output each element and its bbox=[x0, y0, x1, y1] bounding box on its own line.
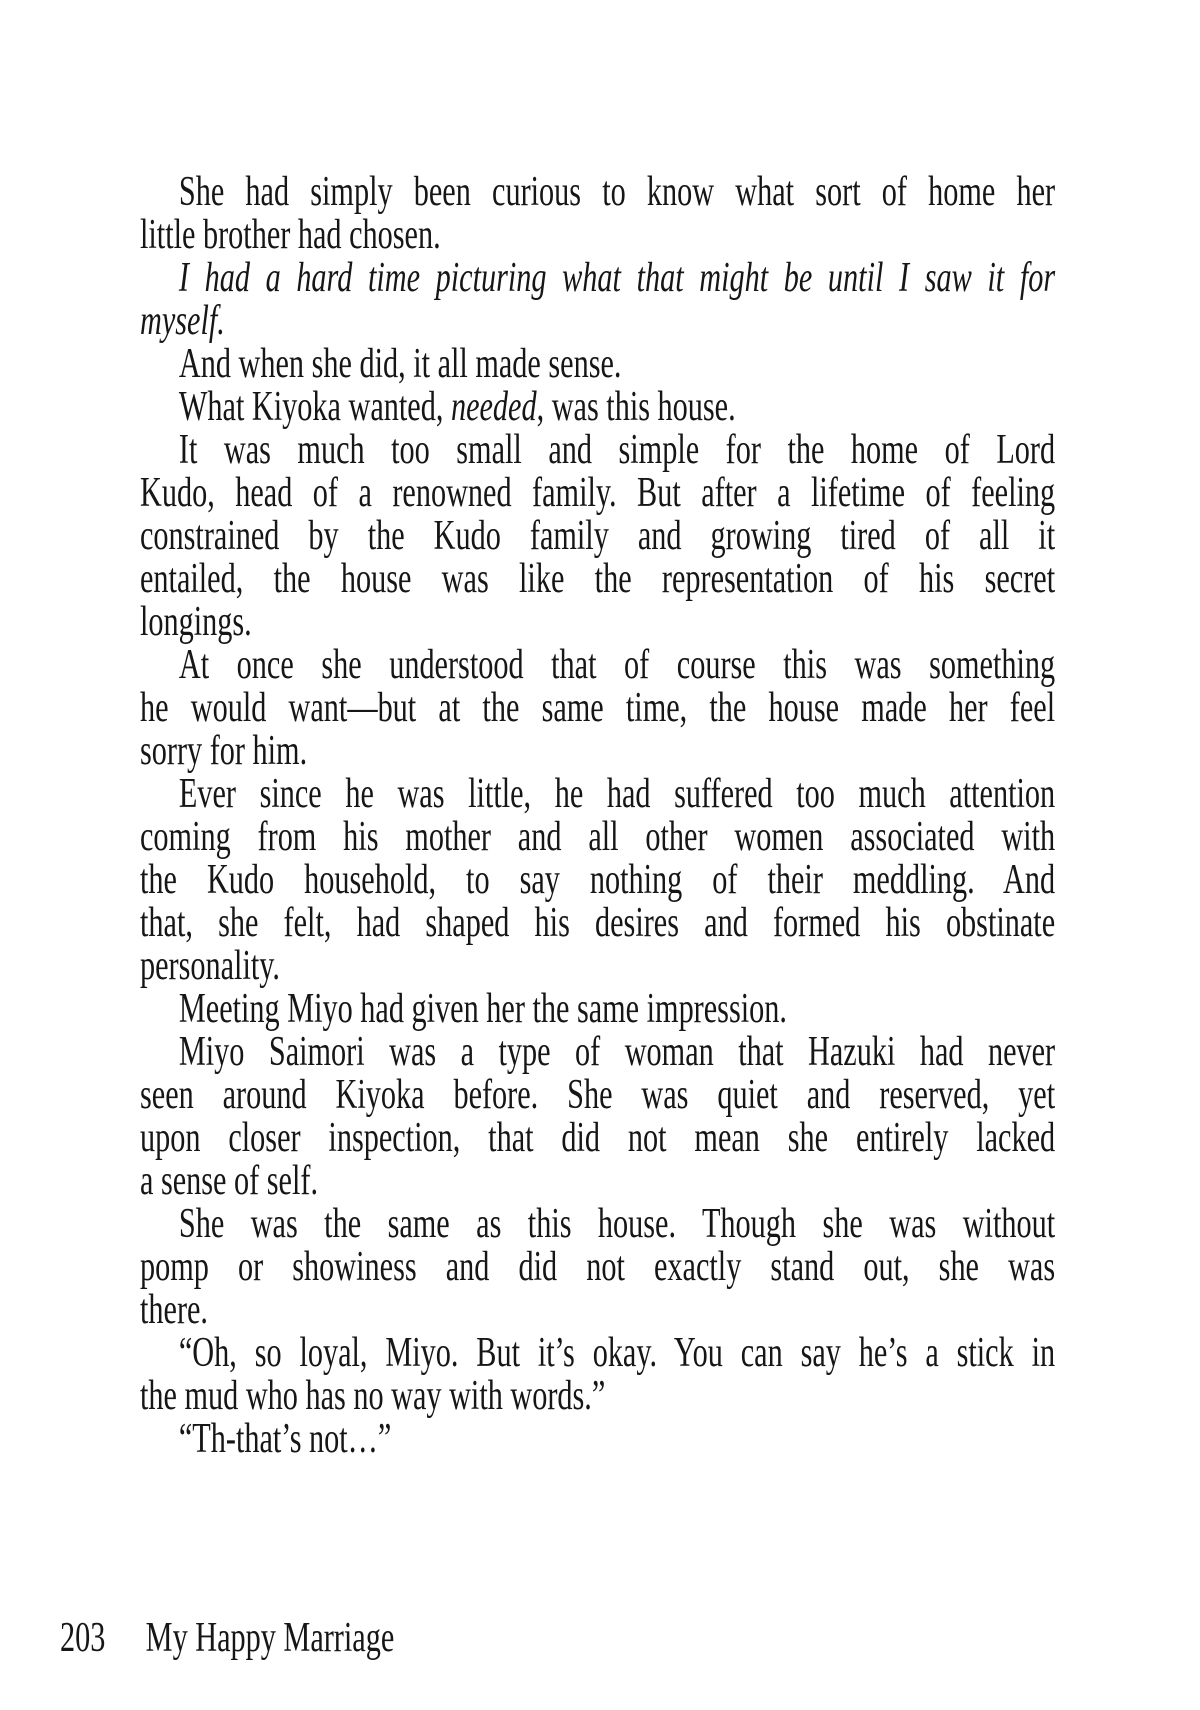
text-segment: I had a hard time picturing what that might be until I saw it for bbox=[178, 255, 1056, 301]
text-line bbox=[140, 472, 1055, 515]
text-segment: coming from his mother and all other women associated with bbox=[140, 814, 1056, 860]
text-line bbox=[140, 945, 1055, 988]
text-line bbox=[140, 902, 1055, 945]
text-block bbox=[140, 171, 1055, 1461]
text-line bbox=[140, 1160, 1055, 1203]
text-segment: “Th-that’s not…” bbox=[178, 1416, 392, 1462]
text-line bbox=[140, 515, 1055, 558]
text-line bbox=[140, 1203, 1055, 1246]
text-segment: upon closer inspection, that did not mean she entirely lacked bbox=[140, 1115, 1056, 1161]
text-segment: longings. bbox=[140, 599, 252, 645]
text-segment: And when she did, it all made sense. bbox=[178, 341, 622, 387]
text-segment: “Oh, so loyal, Miyo. But it’s okay. You can say he’s a stick in bbox=[178, 1330, 1056, 1376]
text-line bbox=[140, 687, 1055, 730]
text-line bbox=[140, 644, 1055, 687]
text-line bbox=[140, 773, 1055, 816]
text-segment: little brother had chosen. bbox=[140, 212, 441, 258]
text-line bbox=[140, 601, 1055, 644]
text-segment: Ever since he was little, he had suffered too much attention bbox=[178, 771, 1056, 817]
text-line bbox=[140, 386, 1055, 429]
text-segment: What Kiyoka wanted, bbox=[178, 384, 451, 430]
text-line bbox=[140, 1375, 1055, 1418]
text-segment: She was the same as this house. Though she was without bbox=[178, 1201, 1056, 1247]
text-line bbox=[140, 558, 1055, 601]
text-line bbox=[140, 171, 1055, 214]
text-segment: the Kudo household, to say nothing of their meddling. And bbox=[140, 857, 1056, 903]
text-segment: At once she understood that of course this was something bbox=[178, 642, 1056, 688]
text-line bbox=[140, 343, 1055, 386]
text-segment: he would want—but at the same time, the house made her feel bbox=[140, 685, 1056, 731]
text-line bbox=[140, 1289, 1055, 1332]
text-segment: , was this house. bbox=[536, 384, 736, 430]
text-segment: Meeting Miyo had given her the same impression. bbox=[178, 986, 787, 1032]
text-line bbox=[140, 1117, 1055, 1160]
text-line bbox=[140, 859, 1055, 902]
text-line bbox=[140, 988, 1055, 1031]
text-line bbox=[140, 1418, 1055, 1461]
text-line bbox=[140, 300, 1055, 343]
text-line bbox=[140, 816, 1055, 859]
text-segment: She had simply been curious to know what sort of home her bbox=[178, 169, 1056, 215]
text-line bbox=[140, 1074, 1055, 1117]
text-segment: Miyo Saimori was a type of woman that Hazuki had never bbox=[178, 1029, 1056, 1075]
text-line bbox=[140, 257, 1055, 300]
text-segment: a sense of self. bbox=[140, 1158, 319, 1204]
text-line bbox=[140, 1332, 1055, 1375]
text-line bbox=[140, 1031, 1055, 1074]
book-title: My Happy Marriage bbox=[145, 1615, 395, 1661]
text-segment: It was much too small and simple for the home of Lord bbox=[178, 427, 1056, 473]
emphasized-text: needed bbox=[450, 384, 537, 430]
text-segment: pomp or showiness and did not exactly stand out, she was bbox=[140, 1244, 1056, 1290]
text-segment: myself. bbox=[140, 298, 225, 344]
text-segment: personality. bbox=[140, 943, 280, 989]
text-line bbox=[140, 730, 1055, 773]
text-line bbox=[140, 214, 1055, 257]
page-footer bbox=[60, 1617, 394, 1660]
text-line bbox=[140, 1246, 1055, 1289]
text-line bbox=[140, 429, 1055, 472]
text-segment: there. bbox=[140, 1287, 209, 1333]
text-segment: Kudo, head of a renowned family. But after a lifetime of feeling bbox=[140, 470, 1056, 516]
text-segment: entailed, the house was like the representation of his secret bbox=[140, 556, 1056, 602]
text-segment: sorry for him. bbox=[140, 728, 308, 774]
text-segment: seen around Kiyoka before. She was quiet and reserved, yet bbox=[140, 1072, 1056, 1118]
text-segment: constrained by the Kudo family and growing tired of all it bbox=[140, 513, 1056, 559]
text-segment: the mud who has no way with words.” bbox=[140, 1373, 606, 1419]
text-segment: that, she felt, had shaped his desires and formed his obstinate bbox=[140, 900, 1056, 946]
page-number: 203 bbox=[60, 1615, 106, 1661]
